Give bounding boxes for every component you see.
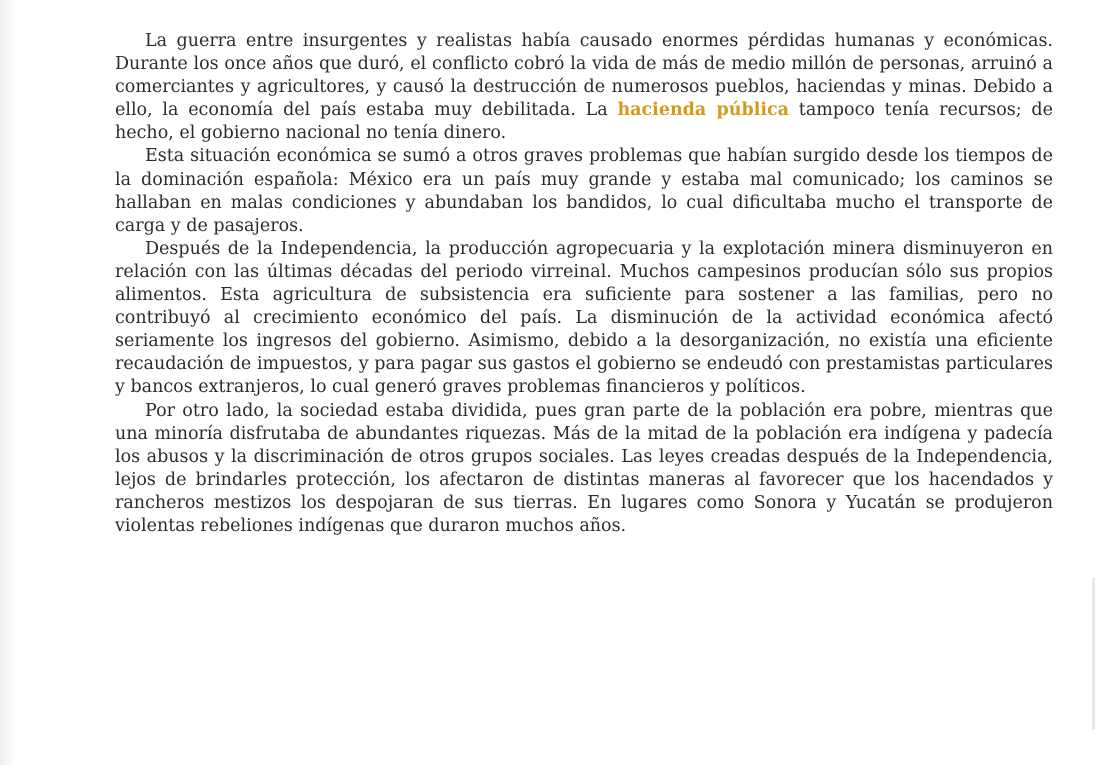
glossary-term-hacienda-publica: hacienda pública — [617, 100, 790, 121]
paragraph-3: Después de la Independencia, la producción agropecuaria y la explotación minera disminuyeron en relación con las últimas décadas del periodo virreinal. Muchos campesinos producían sólo sus propios alimentos. Esta agricultura de subsistencia era suficiente para sostener a las familias, pero no contribuyó al crecimiento económico del país. La disminución de la actividad económica afectó seriamente los ingresos del gobierno. Asimismo, debido a la desorganización, no existía una eficiente recaudación de impuestos, y para pagar sus gastos el gobierno se endeudó con prestamistas particulares y bancos extranjeros, lo cual generó graves problemas financieros y políticos. — [115, 238, 1053, 398]
paragraph-2: Esta situación económica se sumó a otros graves problemas que habían surgido desde los tiempos de la dominación española: México era un país muy grande y estaba mal comunicado; los caminos se hallaban en malas condiciones y abundaban los bandidos, lo cual dificultaba mucho el transporte de carga y de pasajeros. — [115, 146, 1053, 236]
page-left-shadow — [0, 0, 14, 765]
paragraph-1 — [115, 30, 1053, 145]
paragraph-4: Por otro lado, la sociedad estaba dividida, pues gran parte de la población era pobre, mientras que una minoría disfrutaba de abundantes riquezas. Más de la mitad de la población era indígena y padecía los abusos y la discriminación de otros grupos sociales. Las leyes creadas después de la Independencia, lejos de brindarles protección, los afectaron de distintas maneras al favorecer que los hacendados y rancheros mestizos los despojaran de sus tierras. En lugares como Sonora y Yucatán se produjeron violentas rebeliones indígenas que duraron muchos años. — [115, 400, 1053, 536]
document-body — [115, 30, 1053, 538]
paragraph-1-text-start: La guerra entre insurgentes y realistas había causado enormes pérdidas humanas y económicas. Durante los once años que duró, el conflicto cobró la vida de más de medio millón de personas, arruinó a comerciantes y agricultores, y causó la destrucción de numerosos pueblos, haciendas y minas. Debido a ello, la economía del país estaba muy debilitada. La — [115, 31, 1053, 121]
paragraph-1-text-end: tampoco tenía recursos; de hecho, el gobierno nacional no tenía dinero. — [115, 100, 1053, 144]
